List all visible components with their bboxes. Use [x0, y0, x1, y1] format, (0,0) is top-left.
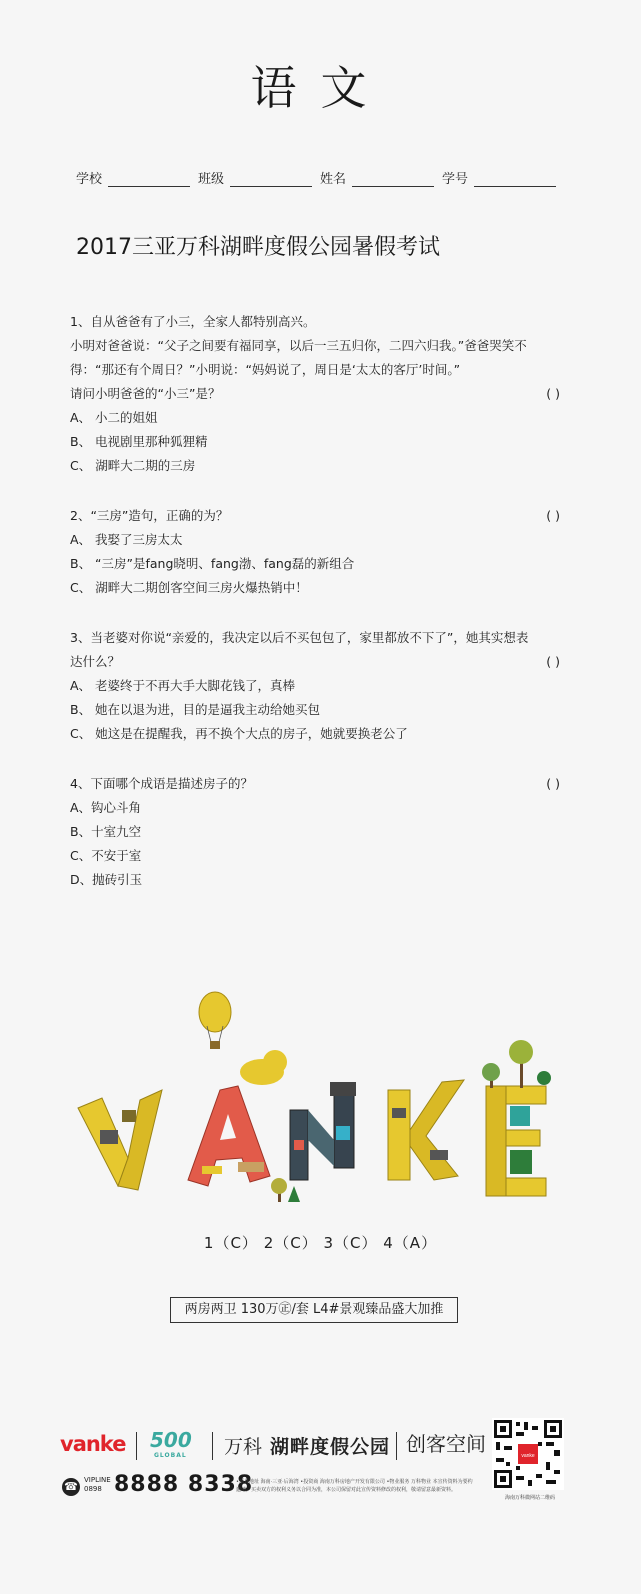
exam-title: 2017三亚万科湖畔度假公园暑假考试 — [76, 235, 440, 260]
letter-v — [78, 1090, 162, 1190]
option-c[interactable]: C、 她这是在提醒我，再不换个大点的房子，她就要换老公了 — [70, 726, 408, 741]
footer — [56, 1412, 576, 1512]
option-b[interactable]: B、 电视剧里那种狐狸精 — [70, 434, 208, 449]
maker-space-logo: 创客空间 — [406, 1432, 486, 1456]
option-c[interactable]: C、 湖畔大二期的三房 — [70, 458, 196, 473]
vanke-logo: vanke — [60, 1432, 126, 1456]
option-a[interactable]: A、 老婆终于不再大手大脚花钱了，真棒 — [70, 678, 296, 693]
hot-air-balloon-icon — [199, 992, 231, 1049]
vipline-label: VIPLINE 0898 — [84, 1476, 111, 1493]
letter-a — [188, 1086, 270, 1186]
qr-code-icon[interactable] — [492, 1418, 564, 1490]
answer-blank[interactable]: ( ) — [546, 654, 560, 669]
qr-center-logo: vanke — [521, 1453, 535, 1459]
phone-icon: ☎ — [62, 1478, 80, 1496]
answer-key: 1（C） 2（C） 3（C） 4（A） — [203, 1234, 438, 1252]
student-id-field[interactable]: 学号 — [442, 168, 560, 187]
wanke-logo: 万科 — [224, 1436, 263, 1458]
option-b[interactable]: B、 “三房”是fang晓明、fang渤、fang磊的新组合 — [70, 556, 355, 571]
option-b[interactable]: B、 她在以退为进，目的是逼我主动给她买包 — [70, 702, 321, 717]
qr-caption: 海南万科微网站二维码 — [504, 1495, 555, 1501]
cloud-icon — [240, 1050, 287, 1085]
letter-n — [290, 1082, 356, 1180]
student-info-row — [76, 168, 566, 187]
lakeside-park-logo: 湖畔度假公园 — [270, 1436, 391, 1458]
answer-blank[interactable]: ( ) — [546, 508, 560, 523]
answer-blank[interactable]: ( ) — [546, 776, 560, 791]
vanke-letters-illustration — [70, 990, 570, 1210]
school-field[interactable]: 学校 — [76, 168, 194, 187]
global-500-logo: 500 GLOBAL — [150, 1428, 192, 1459]
question-2: 2、“三房”造句，正确的为？ ( ) A、 我娶了三房太太 B、 “三房”是fang晓明、fang渤、fang磊的新组合 C、 湖畔大二期创客空间三房火爆热销中！ — [70, 504, 560, 600]
answer-blank[interactable]: ( ) — [546, 386, 560, 401]
option-a[interactable]: A、 小二的姐姐 — [70, 410, 158, 425]
letter-e — [486, 1086, 546, 1196]
option-a[interactable]: A、钩心斗角 — [70, 800, 142, 815]
promo-banner: 两房两卫 130万㊣/套 L4#景观臻品盛大加推 — [170, 1297, 458, 1323]
option-b[interactable]: B、十室九空 — [70, 824, 142, 839]
tree-icon — [271, 1178, 300, 1202]
question-4: 4、下面哪个成语是描述房子的？ ( ) A、钩心斗角 B、十室九空 C、不安于室 D、抛砖引玉 — [70, 772, 560, 892]
option-c[interactable]: C、不安于室 — [70, 848, 142, 863]
option-a[interactable]: A、 我娶了三房太太 — [70, 532, 183, 547]
class-field[interactable]: 班级 — [198, 168, 316, 187]
question-1: 1、自从爸爸有了小三，全家人都特别高兴。 小明对爸爸说：“父子之间要有福同享，以后一三五归你，二四六归我。”爸爸哭笑不 得：“那还有个周日？”小明说：“妈妈说了，周日是‘太太的客厅’时间。” 请问小明爸爸的“小三”是？ ( ) A、 小二的姐姐 B、 电视剧里那种狐狸精 C、 湖畔大二期的三房 — [70, 310, 560, 478]
option-c[interactable]: C、 湖畔大二期创客空间三房火爆热销中！ — [70, 580, 308, 595]
tree-icon — [482, 1040, 551, 1088]
name-field[interactable]: 姓名 — [320, 168, 438, 187]
option-d[interactable]: D、抛砖引玉 — [70, 872, 143, 887]
question-3: 3、当老婆对你说“亲爱的，我决定以后不买包包了，家里都放不下了”，她其实想表 达什么？ ( ) A、 老婆终于不再大手大脚花钱了，真棒 B、 她在以退为进，目的是逼我主动给她买包 C、 她这是在提醒我，再不换个大点的房子，她就要换老公了 — [70, 626, 560, 746]
hotline-number[interactable]: 8888 8338 — [114, 1472, 254, 1497]
letter-k — [388, 1080, 464, 1180]
fine-print: •项目地址 海南·三亚·后海湾 •投资商 海南万科房地产开发有限公司 •物业服务 万科物业 本宣传资料为要约邀请，买卖双方的权利义务以合同为准，本公司保留对此宣传资料修改的权利，敬请留意最新资料。 — [236, 1479, 473, 1493]
page-title: 语文 — [250, 61, 391, 115]
